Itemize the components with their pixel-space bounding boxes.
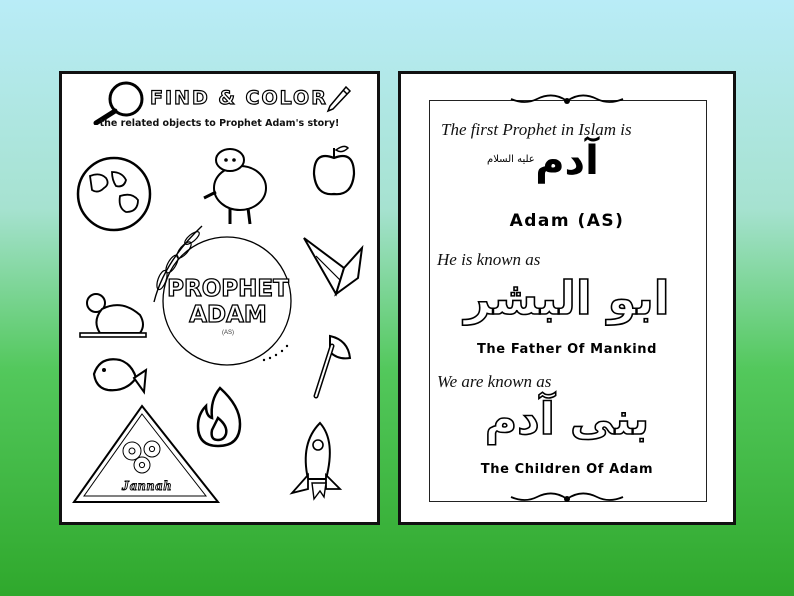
page-title: FIND & COLOR — [150, 87, 328, 109]
title-row — [92, 81, 352, 119]
line-known-as: He is known as — [437, 250, 541, 269]
flowers-icon — [120, 439, 170, 475]
line-we-are-known-as: We are known as — [437, 372, 552, 391]
top-ornament-icon — [507, 92, 627, 110]
praying-man-icon — [72, 289, 152, 339]
sheep-icon — [200, 140, 274, 228]
father-of-mankind: The Father Of Mankind — [476, 342, 658, 357]
paper-boat-icon — [300, 234, 366, 300]
arabic-honorific: عليه السلام — [487, 154, 535, 165]
coloring-page — [59, 71, 380, 525]
fish-icon — [90, 352, 150, 398]
center-title-circle — [160, 234, 295, 369]
arabic-bani-adam: بنی آدم — [484, 394, 650, 445]
globe-icon — [74, 154, 154, 234]
adam-latin: Adam (AS) — [509, 211, 625, 231]
info-page — [398, 71, 736, 525]
center-title-line2: ADAM — [189, 302, 267, 328]
jannah-label: Jannah — [121, 479, 173, 494]
apple-icon — [310, 142, 358, 198]
bottom-ornament-icon — [507, 490, 627, 508]
arabic-adam: آدم — [535, 138, 599, 184]
page-subtitle: the related objects to Prophet Adam's story! — [99, 118, 340, 129]
center-title-line1: PROPHET — [167, 276, 289, 302]
rocket-icon — [286, 419, 346, 505]
arabic-abu-al-bashar: ابو البشر — [464, 271, 670, 325]
children-of-adam: The Children Of Adam — [480, 462, 654, 477]
pencil-icon — [324, 85, 352, 115]
axe-icon — [310, 332, 354, 400]
line-first-prophet: The first Prophet in Islam is — [441, 120, 632, 139]
center-title-suffix: (AS) — [222, 330, 234, 336]
